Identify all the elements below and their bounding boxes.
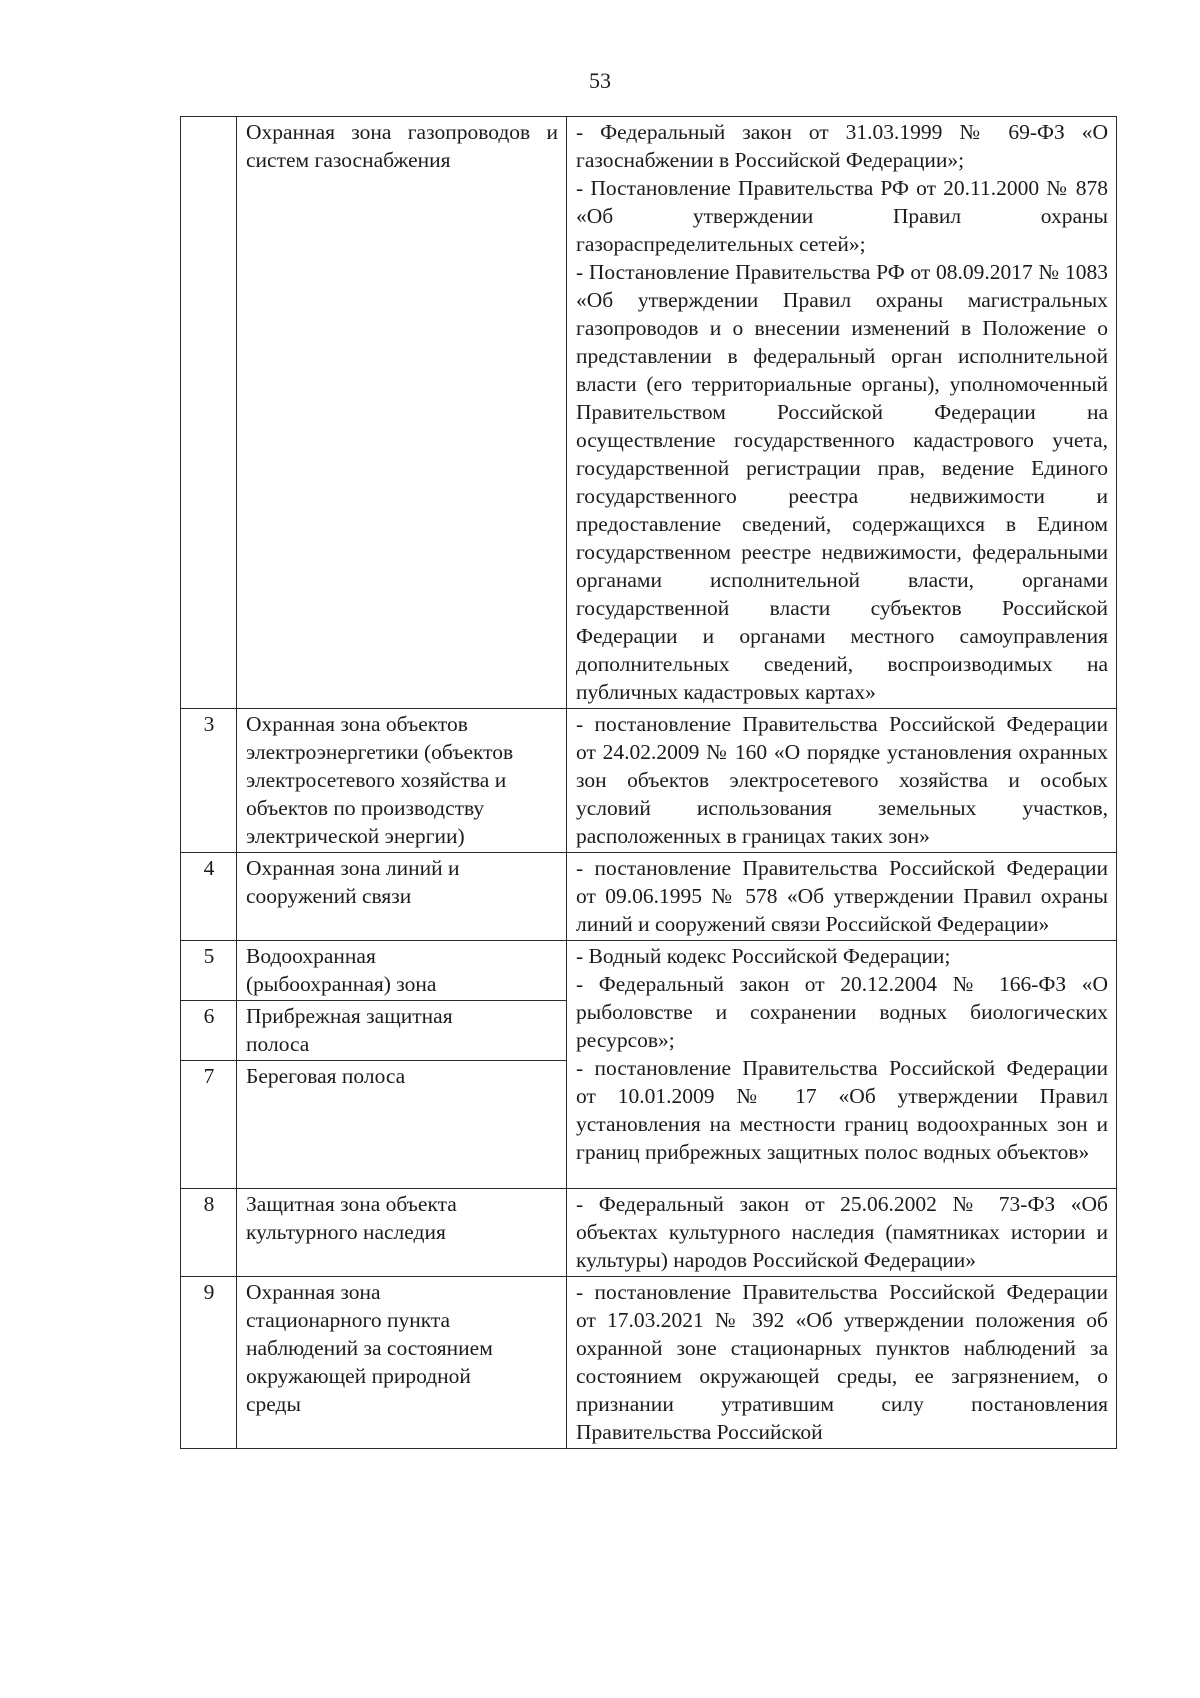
row-number: 5	[181, 941, 237, 1001]
zone-name-line: электроэнергетики (объектов	[246, 740, 514, 764]
zone-name-line: окружающей природной	[246, 1364, 471, 1388]
table-row	[181, 853, 1117, 941]
legal-item: - Постановление Правительства РФ от 08.09.2017 № 1083 «Об утверждении Правил охраны магистральных газопроводов и о внесении изменений в Положение о представлении в федеральный орган исполнительной власти (его территориальные органы), уполномоченный Правительством Российской Федерации на осуществление государственного кадастрового учета, государственной регистрации прав, ведение Единого государственного реестра недвижимости и предоставление сведений, содержащихся в Едином государственном реестре недвижимости, федеральными органами исполнительной власти, органами государственной власти субъектов Российской Федерации и органами местного самоуправления дополнительных сведений, воспроизводимых на публичных кадастровых картах»	[576, 260, 1108, 704]
zone-name-line: Прибрежная защитная	[246, 1004, 453, 1028]
zone-name	[237, 853, 567, 941]
legal-item: - постановление Правительства Российской Федерации от 09.06.1995 № 578 «Об утверждении Правил охраны линий и сооружений связи Российской Федерации»	[576, 856, 1108, 936]
table-row	[181, 709, 1117, 853]
legal-item: - Постановление Правительства РФ от 20.11.2000 № 878 «Об утверждении Правил охраны газораспределительных сетей»;	[576, 176, 1108, 256]
row-number: 3	[181, 709, 237, 853]
row-number	[181, 117, 237, 709]
row-number: 7	[181, 1061, 237, 1189]
zone-name-line: полоса	[246, 1032, 310, 1056]
zone-name-line: Охранная зона линий и	[246, 856, 460, 880]
legal-basis	[567, 1277, 1117, 1449]
zone-name	[237, 1001, 567, 1061]
table-row	[181, 941, 1117, 1001]
zone-name	[237, 1189, 567, 1277]
zone-name-line: наблюдений за состоянием	[246, 1336, 493, 1360]
legal-basis	[567, 853, 1117, 941]
zone-name	[237, 1061, 567, 1189]
legal-item: - постановление Правительства Российской Федерации от 10.01.2009 № 17 «Об утверждении Правил установления на местности границ водоохранных зон и границ прибрежных защитных полос водных объектов»	[576, 1056, 1108, 1164]
legal-item: - постановление Правительства Российской Федерации от 17.03.2021 № 392 «Об утверждении положения об охранной зоне стационарных пунктов наблюдений за состоянием окружающей среды, ее загрязнением, о признании утратившим силу постановления Правительства Российской	[576, 1280, 1108, 1444]
table-row	[181, 1277, 1117, 1449]
zone-name: Охранная зона газопроводов и систем газоснабжения	[237, 117, 567, 709]
legal-item: - Федеральный закон от 31.03.1999 № 69-ФЗ «О газоснабжении в Российской Федерации»;	[576, 120, 1108, 172]
zone-name-line: сооружений связи	[246, 884, 412, 908]
row-number: 6	[181, 1001, 237, 1061]
zone-name-line: Водоохранная	[246, 944, 376, 968]
zone-name-line: среды	[246, 1392, 301, 1416]
zone-name-line: Защитная зона объекта	[246, 1192, 457, 1216]
legal-basis	[567, 1189, 1117, 1277]
page-number: 53	[589, 68, 611, 93]
row-number: 4	[181, 853, 237, 941]
zone-name-line: культурного наследия	[246, 1220, 446, 1244]
zone-name	[237, 1277, 567, 1449]
table-row	[181, 1189, 1117, 1277]
legal-item: - Федеральный закон от 20.12.2004 № 166-ФЗ «О рыболовстве и сохранении водных биологических ресурсов»;	[576, 972, 1108, 1052]
row-number: 8	[181, 1189, 237, 1277]
zones-table	[180, 116, 1117, 1449]
legal-basis	[567, 117, 1117, 709]
legal-item: - постановление Правительства Российской Федерации от 24.02.2009 № 160 «О порядке установления охранных зон объектов электросетевого хозяйства и особых условий использования земельных участков, расположенных в границах таких зон»	[576, 712, 1108, 848]
zone-name-line: Береговая полоса	[246, 1064, 406, 1088]
zone-name-line: стационарного пункта	[246, 1308, 451, 1332]
table-row	[181, 117, 1117, 709]
zone-name-line: объектов по производству	[246, 796, 485, 820]
legal-item: - Водный кодекс Российской Федерации;	[576, 944, 951, 968]
legal-basis	[567, 709, 1117, 853]
legal-item: - Федеральный закон от 25.06.2002 № 73-ФЗ «Об объектах культурного наследия (памятниках истории и культуры) народов Российской Федерации»	[576, 1192, 1108, 1272]
row-number: 9	[181, 1277, 237, 1449]
legal-basis	[567, 941, 1117, 1189]
zone-name-line: электросетевого хозяйства и	[246, 768, 507, 792]
zone-name-line: Охранная зона объектов	[246, 712, 468, 736]
zone-name-line: Охранная зона	[246, 1280, 381, 1304]
zone-name-line: электрической энергии)	[246, 824, 465, 848]
zone-name	[237, 941, 567, 1001]
zone-name	[237, 709, 567, 853]
zone-name-line: (рыбоохранная) зона	[246, 972, 437, 996]
